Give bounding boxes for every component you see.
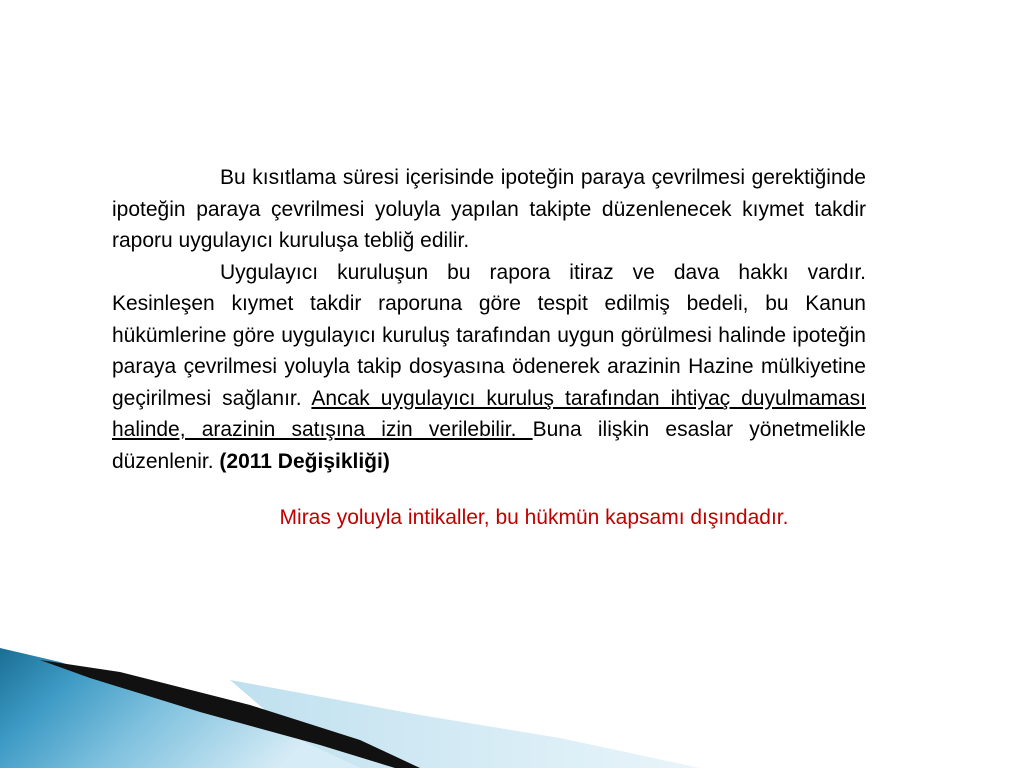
- paragraph-2: [112, 257, 866, 478]
- blue-wave-shape: [0, 648, 360, 768]
- black-stripe-shape: [40, 660, 420, 768]
- amendment-note: (2011 Değişikliği): [219, 449, 390, 473]
- paragraph-2-text-after: Buna ilişkin esaslar yönetmelikle düzenlenir.: [112, 418, 866, 473]
- inheritance-note: Miras yoluyla intikaller, bu hükmün kapsamı dışındadır.: [279, 506, 789, 529]
- paragraph-2-underlined-text: Ancak uygulayıcı kuruluş tarafından ihtiyaç duyulmaması halinde, arazinin satışına izin verilebilir.: [112, 386, 866, 441]
- paragraph-2-text: Uygulayıcı kuruluşun bu rapora itiraz ve dava hakkı vardır. Kesinleşen kıymet takdir raporuna göre tespit edilmiş bedeli, bu Kanun hükümlerine göre uygulayıcı kuruluş tarafından uygun görülmesi halinde ipoteğin paraya çevrilmesi yoluyla takip dosyasına ödenerek arazinin Hazine mülkiyetine geçirilmesi sağlanır.: [112, 260, 866, 410]
- slide-body: [112, 162, 866, 534]
- paragraph-1: [112, 162, 866, 257]
- paragraph-1-text: Bu kısıtlama süresi içerisinde ipoteğin paraya çevrilmesi gerektiğinde ipoteğin paraya çevrilmesi yoluyla yapılan takipte düzenlenecek kıymet takdir raporu uygulayıcı kuruluşa tebliğ edilir.: [112, 166, 866, 252]
- light-wave-shape: [230, 680, 700, 768]
